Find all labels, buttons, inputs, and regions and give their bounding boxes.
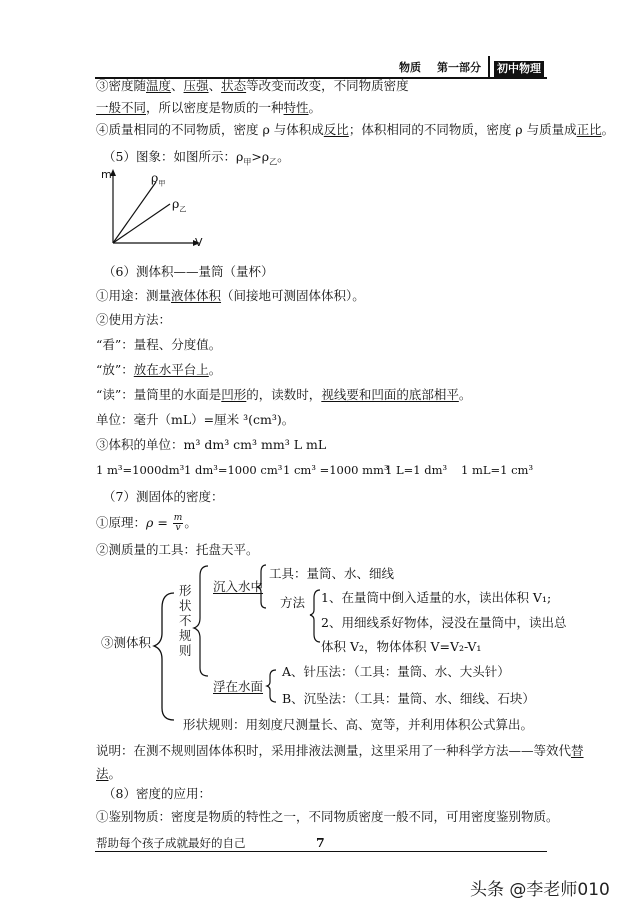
note-line: 说明：在测不规则固体体积时，采用排液法测量，这里采用了一种科学方法——等效代替 — [96, 743, 584, 758]
conversion-2: 1 dm³=1000 cm³ — [184, 463, 283, 477]
tools-line: 工具：量筒、水、细线 — [269, 566, 395, 581]
conversion-4: 1 L=1 dm³ — [385, 463, 448, 477]
graph-line-yi — [113, 204, 170, 243]
footer-page-number: 7 — [316, 835, 325, 850]
use-line: ①用途：测量液体体积（间接地可测固体体积）。 — [96, 288, 365, 303]
volume-units-line: ③体积的单位：m³ dm³ cm³ mm³ L mL — [96, 437, 327, 452]
method-step-2: 2、用细线系好物体，浸没在量筒中，读出总 — [321, 615, 567, 630]
conversion-1: 1 m³=1000dm³ — [96, 463, 185, 477]
principle-line: ①原理：ρ = $\frac{m}{v}$ 。 — [96, 513, 197, 533]
section-8-heading: （8）密度的应用： — [103, 786, 211, 801]
header-subject-badge: 初中物理 — [494, 61, 544, 77]
brace-main — [154, 593, 174, 720]
text-line-2: 一般不同，所以密度是物质的一种特性。 — [96, 100, 322, 115]
graph-label-yi: $\rho_乙$ — [172, 196, 187, 214]
method-line: ②使用方法： — [96, 312, 172, 327]
header-part: 第一部分 — [437, 61, 481, 74]
graph-label-jia: $\rho_甲$ — [151, 170, 166, 188]
section-5-heading: （5）图象：如图所示：$\rho_甲>\rho_乙$。 — [103, 149, 290, 167]
measure-volume-label: ③测体积 — [101, 635, 152, 650]
footer-slogan: 帮助每个孩子成就最好的自己 — [96, 836, 246, 850]
float-method-b: B、沉坠法：（工具：量筒、水、细线、石块） — [282, 691, 535, 706]
method-step-2b: 体积 V₂，物体体积 V=V₂-V₁ — [321, 639, 482, 654]
method-step-1: 1、在量筒中倒入适量的水，读出体积 V₁; — [321, 590, 552, 605]
irregular-label: 形状不规则 — [179, 583, 192, 658]
conversion-5: 1 mL=1 cm³ — [461, 463, 534, 477]
unit-line: 单位：毫升（mL）=厘米 ³(cm³)。 — [96, 412, 295, 427]
graph-x-label: V — [195, 236, 203, 249]
mass-tool-line: ②测质量的工具：托盘天平。 — [96, 542, 259, 557]
application-line: ①鉴别物质：密度是物质的特性之一，不同物质密度一般不同，可用密度鉴别物质。 — [96, 809, 559, 824]
header-divider — [488, 56, 490, 78]
float-method-a: A、针压法：（工具：量筒、水、大头针） — [282, 664, 510, 679]
look-line: “看”：量程、分度值。 — [96, 337, 222, 352]
brace-method — [310, 590, 320, 642]
brace-irregular — [194, 566, 208, 676]
section-6-heading: （6）测体积——量筒（量杯） — [103, 264, 274, 279]
brace-float — [267, 670, 276, 702]
text-line-1: ③密度随温度、压强、状态等改变而改变，不同物质密度 — [96, 78, 409, 93]
header-matter: 物质 — [399, 61, 421, 74]
text-line-3: ④质量相同的不同物质，密度 ρ 与体积成反比；体积相同的不同物质，密度 ρ 与质量成正比。 — [96, 122, 615, 137]
conversion-3: 1 cm³ =1000 mm³ — [283, 463, 389, 477]
method-label: 方法 — [280, 595, 306, 610]
regular-line: 形状规则：用刻度尺测量长、高、宽等，并利用体积公式算出。 — [183, 717, 534, 732]
graph-line-jia — [113, 182, 156, 243]
sink-label: 沉入水中 — [213, 579, 264, 594]
note-line-2: 法。 — [96, 766, 122, 781]
float-label: 浮在水面 — [213, 679, 264, 694]
read-line: “读”：量筒里的水面是凹形的，读数时，视线要和凹面的底部相平。 — [96, 387, 472, 402]
put-line: “放”：放在水平台上。 — [96, 362, 222, 377]
graph-y-label: m — [101, 168, 112, 181]
section-7-heading: （7）测固体的密度： — [103, 489, 224, 504]
watermark: 头条 @李老师010 — [470, 880, 610, 900]
